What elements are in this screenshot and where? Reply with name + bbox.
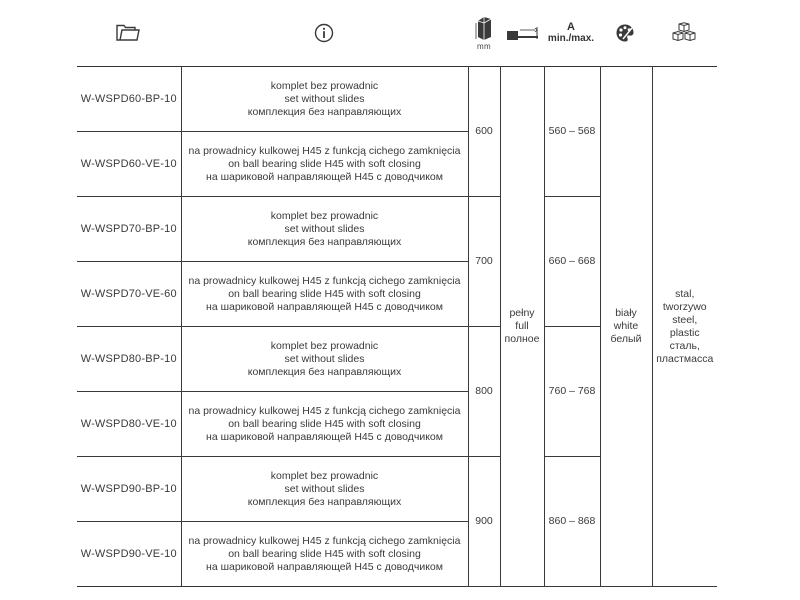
range-cell: 660 – 668 (544, 197, 600, 327)
product-description: komplet bez prowadnic set without slides комплекция без направляющих (181, 197, 468, 262)
product-code: W-WSPD80-BP-10 (77, 327, 181, 392)
range-label: min./max. (547, 33, 595, 44)
range-cell: 560 – 568 (544, 67, 600, 197)
header-extension (500, 0, 544, 66)
product-code: W-WSPD70-VE-60 (77, 262, 181, 327)
header-material (651, 0, 717, 66)
header-range (543, 0, 599, 66)
extension-icon (504, 25, 540, 41)
header-folder (100, 0, 156, 66)
extension-cell: pełny full полное (500, 67, 544, 587)
product-code: W-WSPD60-VE-10 (77, 132, 181, 197)
range-letter: A (567, 21, 575, 33)
size-cell: 600 (468, 67, 500, 197)
product-description: komplet bez prowadnic set without slides комплекция без направляющих (181, 457, 468, 522)
material-cell: stal, tworzywo steel, plastic сталь, пластмасса (652, 67, 717, 587)
product-description: na prowadnicy kulkowej H45 z funkcją cichego zamknięcia on ball bearing slide H45 with soft closing на шариковой направляющей H45 с доводчиком (181, 392, 468, 457)
paint-palette-icon (615, 23, 635, 43)
product-spec-table (77, 66, 717, 587)
product-description: komplet bez prowadnic set without slides комплекция без направляющих (181, 67, 468, 132)
product-description: na prowadnicy kulkowej H45 z funkcją cichego zamknięcia on ball bearing slide H45 with soft closing на шариковой направляющей H45 с доводчиком (181, 262, 468, 327)
header-height (468, 0, 500, 66)
info-icon (314, 23, 334, 43)
product-code: W-WSPD80-VE-10 (77, 392, 181, 457)
header-color (599, 0, 651, 66)
product-description: na prowadnicy kulkowej H45 z funkcją cichego zamknięcia on ball bearing slide H45 with soft closing на шариковой направляющей H45 с доводчиком (181, 522, 468, 587)
table-row (77, 67, 717, 132)
color-cell: biały white белый (600, 67, 652, 587)
folder-icon (116, 24, 140, 42)
product-code: W-WSPD90-VE-10 (77, 522, 181, 587)
height-icon (475, 15, 493, 41)
dimension-unit: mm (477, 42, 491, 51)
product-description: na prowadnicy kulkowej H45 z funkcją cichego zamknięcia on ball bearing slide H45 with soft closing на шариковой направляющей H45 с доводчиком (181, 132, 468, 197)
product-code: W-WSPD60-BP-10 (77, 67, 181, 132)
product-code: W-WSPD70-BP-10 (77, 197, 181, 262)
material-cubes-icon (672, 22, 696, 44)
header-info (300, 0, 348, 66)
range-cell: 760 – 768 (544, 327, 600, 457)
size-cell: 800 (468, 327, 500, 457)
product-code: W-WSPD90-BP-10 (77, 457, 181, 522)
size-cell: 900 (468, 457, 500, 587)
product-description: komplet bez prowadnic set without slides комплекция без направляющих (181, 327, 468, 392)
range-cell: 860 – 868 (544, 457, 600, 587)
size-cell: 700 (468, 197, 500, 327)
